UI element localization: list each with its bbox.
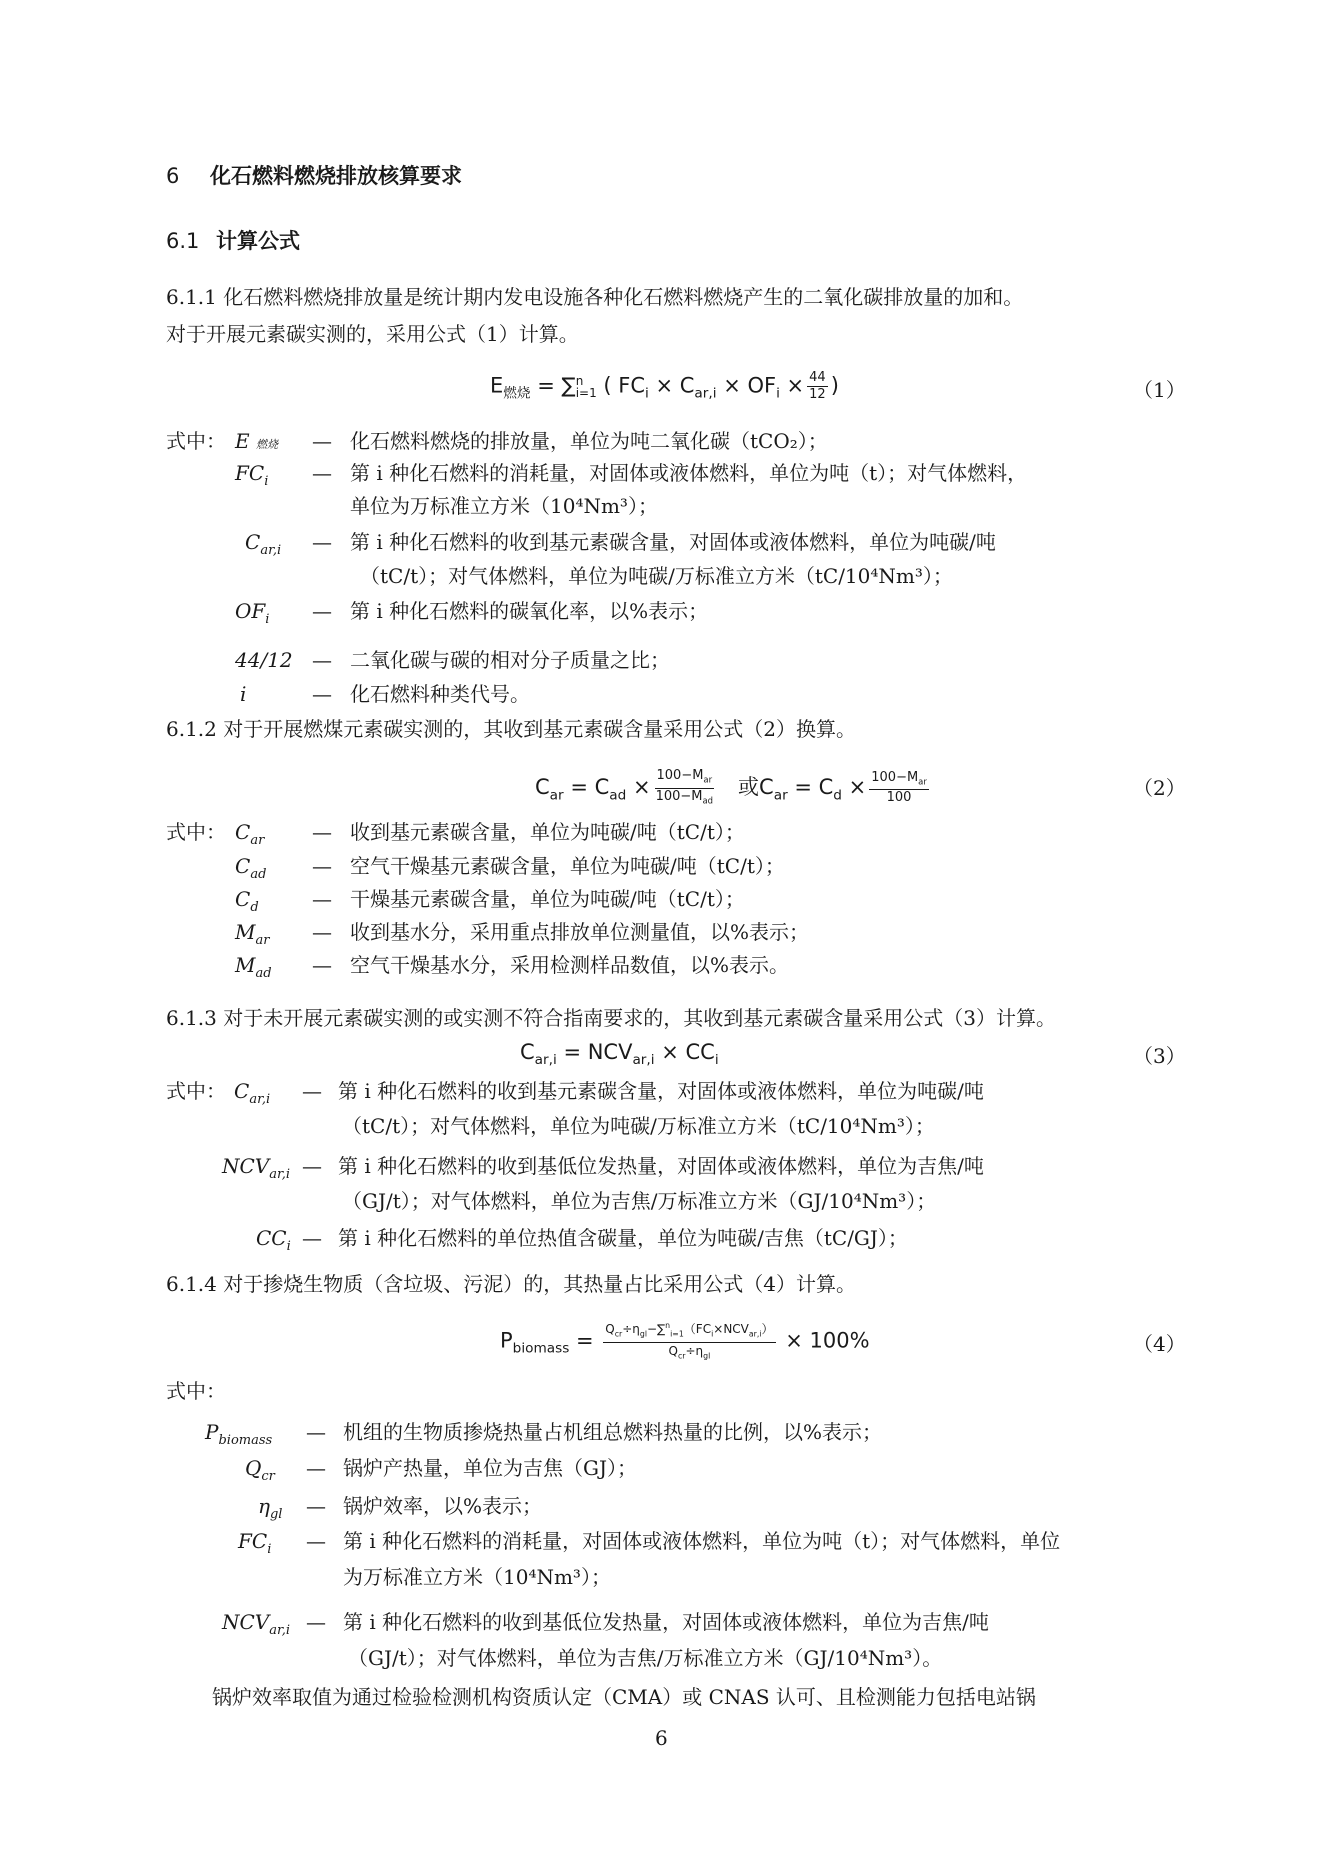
def2-mar-text: 收到基水分，采用重点排放单位测量值，以%表示； xyxy=(350,920,810,944)
def2-cad-text: 空气干燥基元素碳含量，单位为吨碳/吨（tC/t）； xyxy=(350,854,785,878)
def4-eta-text: 锅炉效率，以%表示； xyxy=(343,1494,543,1518)
def2-symbol-cad: $C_{ad}$ xyxy=(235,854,267,882)
para-6-1-4: 6.1.4 对于掺烧生物质（含垃圾、污泥）的，其热量占比采用公式（4）计算。 xyxy=(166,1272,856,1296)
equation-4: $P_{biomass}$ = $\frac{Q_{cr}\div\eta_{gl}-\sum^n_{i=1}(FC_i\times NCV_{ar,i})}{Q_{cr}\div\eta_{gl}}$ × 100% xyxy=(500,1318,870,1365)
def2-dash-cd: — xyxy=(312,887,332,911)
def1-of-text: 第 i 种化石燃料的碳氧化率，以%表示； xyxy=(350,599,709,623)
def1-text: 化石燃料燃烧的排放量，单位为吨二氧化碳（tCO₂）； xyxy=(350,429,828,453)
equation-4-number: （4） xyxy=(1133,1332,1186,1356)
def1-dash: — xyxy=(312,429,332,453)
def1-symbol-of: $OF_i$ xyxy=(235,599,270,627)
def1-fc-text2: 单位为万标准立方米（10⁴Nm³）； xyxy=(350,494,658,518)
def3-car-text: 第 i 种化石燃料的收到基元素碳含量，对固体或液体燃料，单位为吨碳/吨 xyxy=(338,1079,984,1103)
def1-symbol-fc: $FC_i$ xyxy=(235,461,269,489)
def4-dash-ncv: — xyxy=(306,1610,326,1634)
def2-dash-cad: — xyxy=(312,854,332,878)
def1-i-text: 化石燃料种类代号。 xyxy=(350,682,530,706)
def3-symbol-cc: $CC_i$ xyxy=(256,1226,291,1254)
def4-symbol-qcr: $Q_{cr}$ xyxy=(245,1456,275,1484)
def1-ratio-text: 二氧化碳与碳的相对分子质量之比； xyxy=(350,648,670,672)
def4-p-text: 机组的生物质掺烧热量占机组总燃料热量的比例，以%表示； xyxy=(343,1420,883,1444)
def3-dash-cc: — xyxy=(302,1226,322,1250)
para-6-1-1-line2: 对于开展元素碳实测的，采用公式（1）计算。 xyxy=(166,322,579,346)
para-6-1-3: 6.1.3 对于未开展元素碳实测的或实测不符合指南要求的，其收到基元素碳含量采用公式（3）计算。 xyxy=(166,1006,1056,1030)
def3-ncv-text: 第 i 种化石燃料的收到基低位发热量，对固体或液体燃料，单位为吉焦/吨 xyxy=(338,1154,984,1178)
def1-dash-ratio: — xyxy=(312,648,332,672)
def2-dash-mar: — xyxy=(312,920,332,944)
def1-car-text: 第 i 种化石燃料的收到基元素碳含量，对固体或液体燃料，单位为吨碳/吨 xyxy=(350,530,996,554)
def4-symbol-pbiomass: $P_{biomass}$ xyxy=(205,1420,273,1448)
def1-symbol-i: i xyxy=(240,682,247,706)
def4-symbol-ncv: $NCV_{ar,i}$ xyxy=(222,1610,291,1638)
def1-symbol-e: E 燃烧 xyxy=(235,429,278,453)
def4-q-text: 锅炉产热量，单位为吉焦（GJ）； xyxy=(343,1456,637,1480)
equation-3: $C_{ar,i} = NCV_{ar,i} \times CC_i$ xyxy=(520,1040,719,1069)
def2-symbol-mad: $M_{ad}$ xyxy=(235,953,272,981)
def2-symbol-mar: $M_{ar}$ xyxy=(235,920,270,948)
def2-dash-car: — xyxy=(312,820,332,844)
def2-symbol-cd: $C_d$ xyxy=(235,887,259,915)
def2-dash-mad: — xyxy=(312,953,332,977)
def1-dash-fc: — xyxy=(312,461,332,485)
def2-cd-text: 干燥基元素碳含量，单位为吨碳/吨（tC/t）； xyxy=(350,887,745,911)
def1-car-text2: （tC/t）；对气体燃料，单位为吨碳/万标准立方米（tC/10⁴Nm³）； xyxy=(360,564,953,588)
where-label-3: 式中： xyxy=(166,1079,226,1103)
def3-car-text2: （tC/t）；对气体燃料，单位为吨碳/万标准立方米（tC/10⁴Nm³）； xyxy=(342,1114,935,1138)
section-6-1-heading: 6.1 计算公式 xyxy=(166,229,300,253)
page-number: 6 xyxy=(655,1726,668,1750)
def4-ncv-text: 第 i 种化石燃料的收到基低位发热量，对固体或液体燃料，单位为吉焦/吨 xyxy=(343,1610,989,1634)
def4-fc-text: 第 i 种化石燃料的消耗量，对固体或液体燃料，单位为吨（t）；对气体燃料，单位 xyxy=(343,1529,1061,1553)
def4-symbol-fc: $FC_i$ xyxy=(238,1529,272,1557)
where-label: 式中： xyxy=(166,429,226,453)
def1-fc-text: 第 i 种化石燃料的消耗量，对固体或液体燃料，单位为吨（t）；对气体燃料， xyxy=(350,461,1028,485)
def2-symbol-car: $C_{ar}$ xyxy=(235,820,265,848)
def1-symbol-car: $C_{ar,i}$ xyxy=(245,530,282,558)
para-6-1-1-line1: 6.1.1 化石燃料燃烧排放量是统计期内发电设施各种化石燃料燃烧产生的二氧化碳排放量的加和。 xyxy=(166,285,1024,309)
where-label-2: 式中： xyxy=(166,820,226,844)
equation-2-or: 或 xyxy=(738,775,760,800)
final-paragraph: 锅炉效率取值为通过检验检测机构资质认定（CMA）或 CNAS 认可、且检测能力包括电站锅 xyxy=(212,1685,1036,1709)
def2-mad-text: 空气干燥基水分，采用检测样品数值，以%表示。 xyxy=(350,953,790,977)
def4-symbol-eta: $\eta_{gl}$ xyxy=(258,1494,283,1522)
def4-dash-fc: — xyxy=(306,1529,326,1553)
equation-3-number: （3） xyxy=(1133,1044,1186,1068)
def2-car-text: 收到基元素碳含量，单位为吨碳/吨（tC/t）； xyxy=(350,820,745,844)
def4-dash-eta: — xyxy=(306,1494,326,1518)
def1-dash-i: — xyxy=(312,682,332,706)
para-6-1-2: 6.1.2 对于开展燃煤元素碳实测的，其收到基元素碳含量采用公式（2）换算。 xyxy=(166,717,856,741)
equation-1-number: （1） xyxy=(1133,378,1186,402)
equation-2: $C_{ar} = C_{ad}$ × $\frac{100-M_{ar}}{100-M_{ad}}$ 或$C_{ar} = C_d$ × $\frac{100-M_{ar}}{100}$ xyxy=(535,768,927,806)
def1-dash-of: — xyxy=(312,599,332,623)
def1-dash-car: — xyxy=(312,530,332,554)
def4-fc-text2: 为万标准立方米（10⁴Nm³）； xyxy=(343,1565,611,1589)
def3-symbol-ncv: $NCV_{ar,i}$ xyxy=(222,1154,291,1182)
equation-2-number: （2） xyxy=(1133,776,1186,800)
def3-cc-text: 第 i 种化石燃料的单位热值含碳量，单位为吨碳/吉焦（tC/GJ）； xyxy=(338,1226,908,1250)
def1-symbol-ratio: 44/12 xyxy=(235,648,293,672)
where-label-4: 式中： xyxy=(166,1379,226,1403)
section-6-heading: 6 化石燃料燃烧排放核算要求 xyxy=(166,164,462,188)
def3-dash-car: — xyxy=(302,1079,322,1103)
def3-ncv-text2: （GJ/t）；对气体燃料，单位为吉焦/万标准立方米（GJ/10⁴Nm³）； xyxy=(342,1189,937,1213)
def3-symbol-car: $C_{ar,i}$ xyxy=(234,1079,271,1107)
equation-1: $E_{燃烧}$ = ∑ n i=1 ( $FC_i \times C_{ar,i} \times OF_i$ × $\frac{44}{12}$ ) xyxy=(490,370,839,402)
def4-ncv-text2: （GJ/t）；对气体燃料，单位为吉焦/万标准立方米（GJ/10⁴Nm³）。 xyxy=(348,1646,943,1670)
def4-dash-p: — xyxy=(306,1420,326,1444)
def4-dash-q: — xyxy=(306,1456,326,1480)
def3-dash-ncv: — xyxy=(302,1154,322,1178)
